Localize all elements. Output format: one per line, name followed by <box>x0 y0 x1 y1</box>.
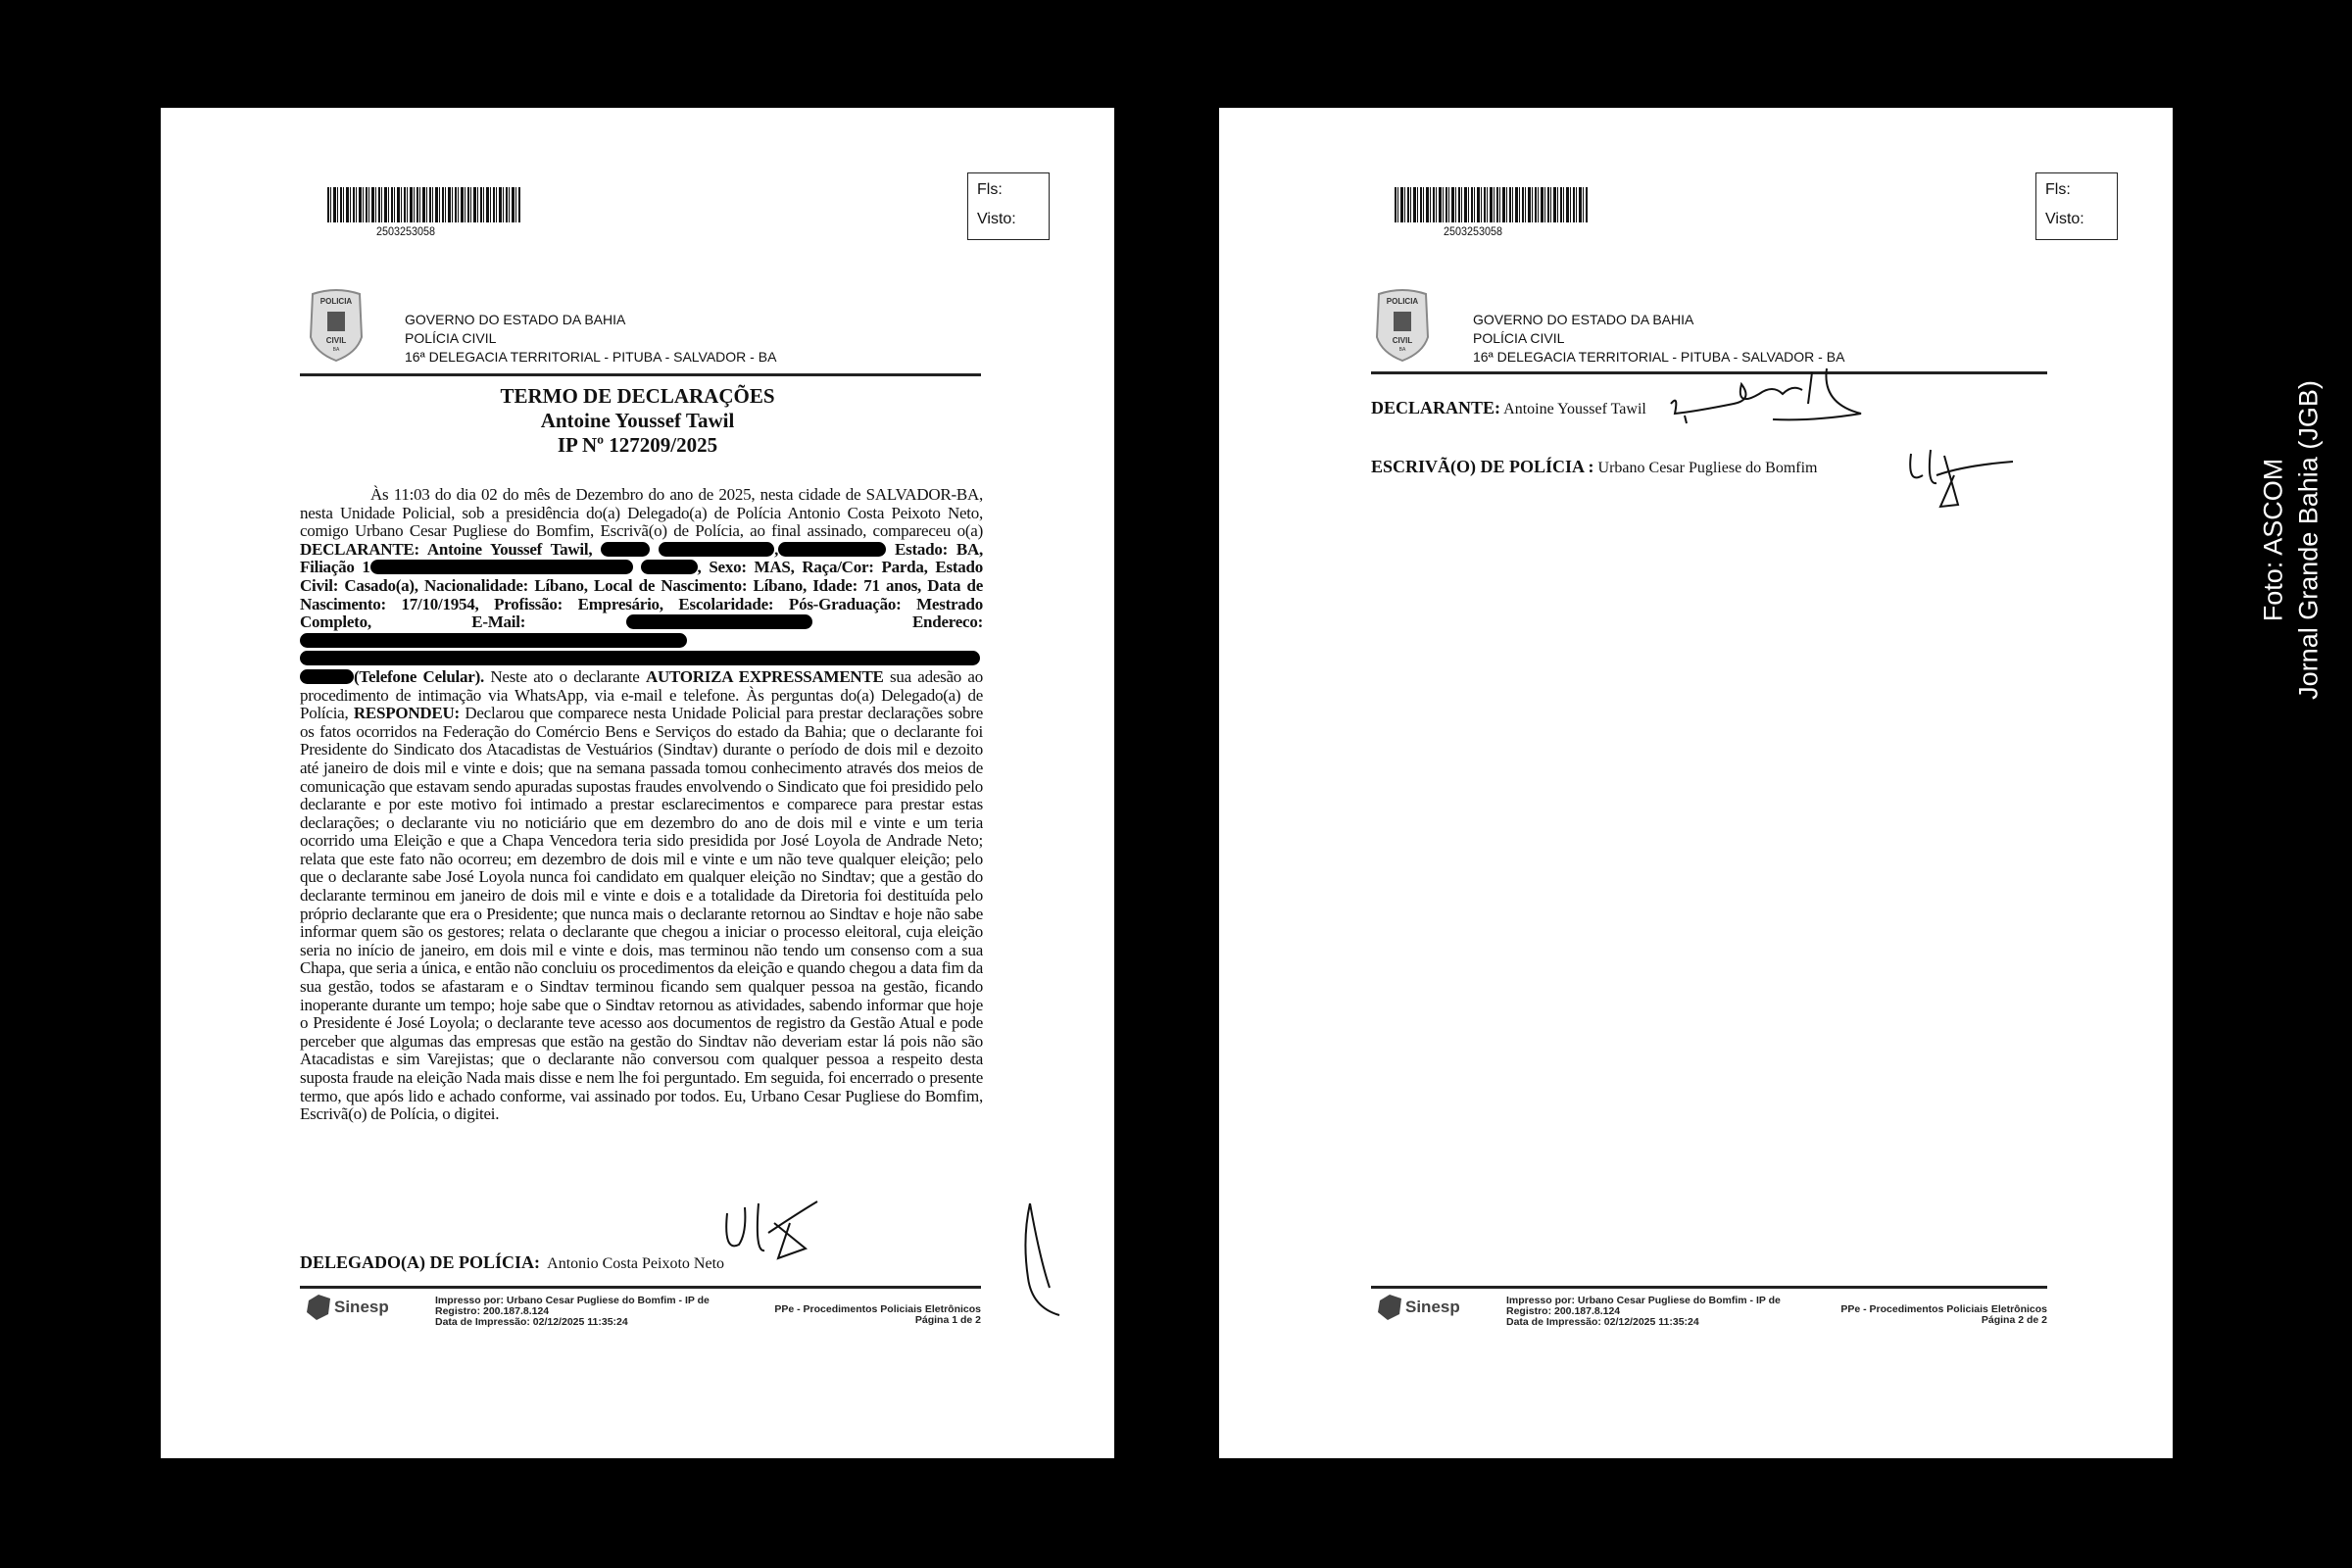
svg-text:POLICIA: POLICIA <box>319 297 353 306</box>
declarante-signature-icon <box>1665 365 1871 443</box>
system-name: PPe - Procedimentos Policiais Eletrônicos <box>1840 1303 2047 1315</box>
header-police: POLÍCIA CIVIL <box>1473 330 1565 346</box>
declarante-name: Antoine Youssef Tawil <box>1503 401 1646 417</box>
body-text: sua adesão ao procedimento de intimação via WhatsApp, via e-mail e telefone. Às perguntas do(a) Delegado(a) de Polícia, <box>300 666 983 723</box>
registry: Registro: 200.187.8.124 <box>1506 1305 1621 1317</box>
police-badge-icon <box>1374 288 1431 362</box>
body-bold: Endereco: <box>811 612 983 632</box>
print-date: Data de Impressão: 02/12/2025 11:35:24 <box>1506 1316 1699 1328</box>
body-bold: RESPONDEU: <box>353 704 460 723</box>
redaction <box>659 542 774 557</box>
header-text <box>1473 311 1844 367</box>
fls-label: Fls: <box>2045 181 2071 198</box>
escrivao-signature-icon <box>719 1194 847 1272</box>
redaction <box>300 633 687 648</box>
footer-rule <box>300 1286 981 1289</box>
document-title <box>161 384 1114 458</box>
header-precinct: 16ª DELEGACIA TERRITORIAL - PITUBA - SALVADOR - BA <box>405 349 777 365</box>
redaction <box>370 560 633 574</box>
footer-print-info <box>1506 1296 1781 1328</box>
escrivao-signature-line <box>1371 457 1818 477</box>
declarante-signature-line <box>1371 398 1646 418</box>
barcode <box>327 187 520 222</box>
footer-print-info <box>435 1296 710 1328</box>
redaction <box>641 560 698 574</box>
document-page-2 <box>1219 108 2173 1458</box>
margin-signature-icon <box>1020 1200 1089 1317</box>
redaction <box>778 542 886 557</box>
fls-label: Fls: <box>977 181 1003 198</box>
svg-text:CIVIL: CIVIL <box>1392 336 1413 345</box>
page-number: Página 2 de 2 <box>1981 1314 2047 1326</box>
header-precinct: 16ª DELEGACIA TERRITORIAL - PITUBA - SALVADOR - BA <box>1473 349 1845 365</box>
declaration-body <box>300 486 983 1124</box>
fls-visto-box <box>967 172 1050 240</box>
police-badge-icon <box>308 288 365 362</box>
delegado-name: Antonio Costa Peixoto Neto <box>547 1255 725 1272</box>
header-text <box>405 311 776 367</box>
declarante-label: DECLARANTE: <box>1371 398 1501 417</box>
registry: Registro: 200.187.8.124 <box>435 1305 550 1317</box>
sinesp-logo <box>305 1293 395 1324</box>
visto-label: Visto: <box>2045 211 2084 227</box>
print-date: Data de Impressão: 02/12/2025 11:35:24 <box>435 1316 628 1328</box>
svg-text:BA: BA <box>332 347 340 353</box>
header-government: GOVERNO DO ESTADO DA BAHIA <box>405 312 626 327</box>
header-government: GOVERNO DO ESTADO DA BAHIA <box>1473 312 1694 327</box>
redaction <box>300 669 354 684</box>
footer-system <box>1840 1304 2047 1326</box>
body-bold: (Telefone Celular). <box>354 666 484 686</box>
header-police: POLÍCIA CIVIL <box>405 330 497 346</box>
redaction <box>626 614 812 629</box>
body-bold: DECLARANTE: Antoine Youssef Tawil, <box>300 539 593 559</box>
visto-label: Visto: <box>977 211 1016 227</box>
svg-text:Sinesp: Sinesp <box>1405 1298 1460 1316</box>
redaction <box>300 651 980 665</box>
delegado-signature-line <box>300 1252 724 1273</box>
system-name: PPe - Procedimentos Policiais Eletrônicos <box>774 1303 981 1315</box>
fls-visto-box <box>2035 172 2118 240</box>
page-number: Página 1 de 2 <box>914 1314 981 1326</box>
credit-line-2: Jornal Grande Bahia (JGB) <box>2293 380 2324 700</box>
printed-by: Impresso por: Urbano Cesar Pugliese do Bomfim - IP de <box>435 1295 710 1306</box>
credit-line-1: Foto: ASCOM <box>2258 458 2288 622</box>
svg-text:BA: BA <box>1398 347 1406 353</box>
delegado-label: DELEGADO(A) DE POLÍCIA: <box>300 1252 541 1272</box>
ip-number: IP Nº 127209/2025 <box>557 433 718 457</box>
barcode <box>1395 187 1588 222</box>
header-rule <box>300 373 981 376</box>
redaction <box>601 542 650 557</box>
document-page-1 <box>161 108 1114 1458</box>
body-bold: , <box>774 539 779 559</box>
sinesp-logo <box>1376 1293 1466 1324</box>
barcode-number: 2503253058 <box>1444 224 1503 238</box>
title: TERMO DE DECLARAÇÕES <box>500 384 775 408</box>
body-bold: , Sexo: MAS, Raça/Cor: Parda, Estado Civil: Casado(a), Nacionalidade: Líbano, Local de Nascimento: Líbano, Idade: 71 anos, Data de Nascimento: 17/10/1954, Profissão: Empresário, Escolaridade: Pós-Graduação: Mestrado Completo, E-Mail: <box>300 558 984 632</box>
body-text: Às 11:03 do dia 02 do mês de Dezembro do ano de 2025, nesta cidade de SALVADOR-BA, nesta Unidade Policial, sob a presidência do(a) Delegado(a) de Polícia Antonio Costa Peixoto Neto, comigo Urbano Cesar Pugliese do Bomfim, Escrivã(o) de Polícia, ao final assinado, compareceu o(a) <box>300 485 983 541</box>
footer-system <box>774 1304 981 1326</box>
printed-by: Impresso por: Urbano Cesar Pugliese do Bomfim - IP de <box>1506 1295 1781 1306</box>
svg-text:CIVIL: CIVIL <box>325 336 347 345</box>
svg-text:Sinesp: Sinesp <box>334 1298 389 1316</box>
svg-text:POLICIA: POLICIA <box>1386 297 1419 306</box>
body-text: Declarou que comparece nesta Unidade Policial para prestar declarações sobre os fatos ocorridos na Federação do Comércio Bens e Serviços do estado da Bahia; que o declarante foi Presidente do Sindicato dos Atacadistas de Vestuários (Sindtav) durante o período de dois mil e dezoito até janeiro de dois mil e vinte e dois; que na semana passada tomou conhecimento através dos meios de comunicação que estavam sendo apuradas supostas fraudes envolvendo o Sindicato que foi presidido pelo declarante e por este motivo foi intimado a prestar esclarecimentos e comparece para prestar estas declarações; o declarante viu no noticiário que em dezembro do ano de dois mil e vinte e um teria ocorrido uma Eleição e que a Chapa Vencedora teria sido presidida por José Loyola de Andrade Neto; relata que este fato não ocorreu; em dezembro de dois mil e vinte e um não teve qualquer eleição; pelo que o declarante sabe José Loyola nunca foi candidato em qualquer eleição no Sindtav; que a gestão do declarante terminou em janeiro de dois mil e vinte e dois e a totalidade da Diretoria foi destituída pelo próprio declarante que era o Presidente; que nunca mais o declarante retornou ao Sindtav e hoje não sabe informar quem são os gestores; relata o declarante que chegou a iniciar o processo eleitoral, cuja eleição seria no início de janeiro, em dois mil e vinte e dois, mas terminou não tendo um consenso com a sua Chapa, que seria a única, e então não concluiu os procedimentos da eleição e quando chegou a data fim da sua gestão, todos se afastaram e o Sindtav terminou ficando sem qualquer pessoa na gestão, ficando inoperante durante um tempo; hoje sabe que o Sindtav retornou as atividades, sabendo informar que hoje o Presidente é José Loyola; o declarante teve acesso aos documentos de registro da Gestão Atual e pode perceber que algumas das empresas que estão na gestão do Sindtav não deveriam estar lá pois não são Atacadistas e sim Varejistas; que o declarante não conversou com qualquer pessoa a respeito desta suposta fraude na eleição Nada mais disse e nem lhe foi perguntado. Em seguida, foi encerrado o presente termo, que após lido e achado conforme, vai assinado por todos. Eu, Urbano Cesar Pugliese do Bomfim, Escrivã(o) de Polícia, o digitei. <box>300 704 984 1124</box>
subject-name: Antoine Youssef Tawil <box>540 409 735 432</box>
escrivao-label: ESCRIVÃ(O) DE POLÍCIA : <box>1371 457 1594 476</box>
escrivao-name: Urbano Cesar Pugliese do Bomfim <box>1597 460 1818 476</box>
footer-rule <box>1371 1286 2047 1289</box>
escrivao-signature-icon <box>1905 446 2023 519</box>
barcode-number: 2503253058 <box>376 224 436 238</box>
body-bold: AUTORIZA EXPRESSAMENTE <box>645 666 884 686</box>
body-bold: Estado: BA, Filiação 1 <box>300 539 984 577</box>
body-text: Neste ato o declarante <box>483 666 646 686</box>
